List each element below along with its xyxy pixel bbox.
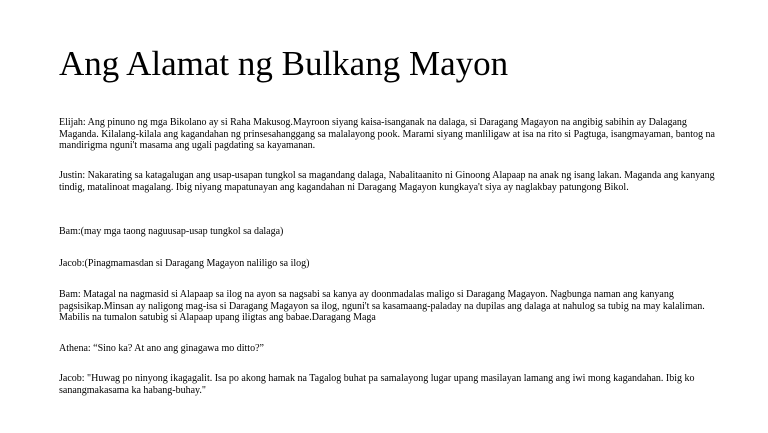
paragraph-bam-note: Bam:(may mga taong naguusap-usap tungkol sa dalaga) [59,226,284,237]
paragraph-jacob: Jacob: "Huwag po ninyong ikagagalit. Isa po akong hamak na Tagalog buhat pa samalayong lugar upang masilayan lamang ang iwi mong kagandahan. Ibig ko sanangmakasama ka habang-buhay." [59,373,695,396]
paragraph-elijah: Elijah: Ang pinuno ng mga Bikolano ay si Raha Makusog.Mayroon siyang kaisa-isanganak na dalaga, si Daragang Magayon na angibig sabihin ay Dalagang Maganda. Kilalang-kilala ang kagandahan ng prinsesahanggang sa malalayong pook. Marami siyang manliligaw at isa na rito si Pagtuga, isangmayaman, bantog na mandirigma nguni't masama ang ugali pagdating sa kayamanan. [59,117,715,152]
paragraph-jacob-note: Jacob:(Pinagmamasdan si Daragang Magayon naliligo sa ilog) [59,258,310,269]
paragraph-justin: Justin: Nakarating sa katagalugan ang usap-usapan tungkol sa magandang dalaga, Nabalitaanito ni Ginoong Alapaap na anak ng isang lakan. Maganda ang kanyang tindig, matalinoat magalang. Ibig niyang mapatunayan ang kagandahan ni Daragang Magayon kungkaya't siya ay naglakbay patungong Bikol. [59,170,715,193]
page-title: Ang Alamat ng Bulkang Mayon [59,44,509,83]
paragraph-athena: Athena: “Sino ka? At ano ang ginagawa mo ditto?” [59,343,264,354]
paragraph-bam: Bam: Matagal na nagmasid si Alapaap sa ilog na ayon sa nagsabi sa kanya ay doonmadalas maligo si Daragang Magayon. Nagbunga naman ang kanyang pagsisikap.Minsan ay naligong mag-isa si Daragang Magayon sa ilog, nguni't sa kasamaang-paladay na dupilas ang dalaga at nahulog sa tubig na may kalaliman. Mabilis na tumalon satubig si Alapaap upang iligtas ang babae.Daragang Maga [59,289,705,324]
